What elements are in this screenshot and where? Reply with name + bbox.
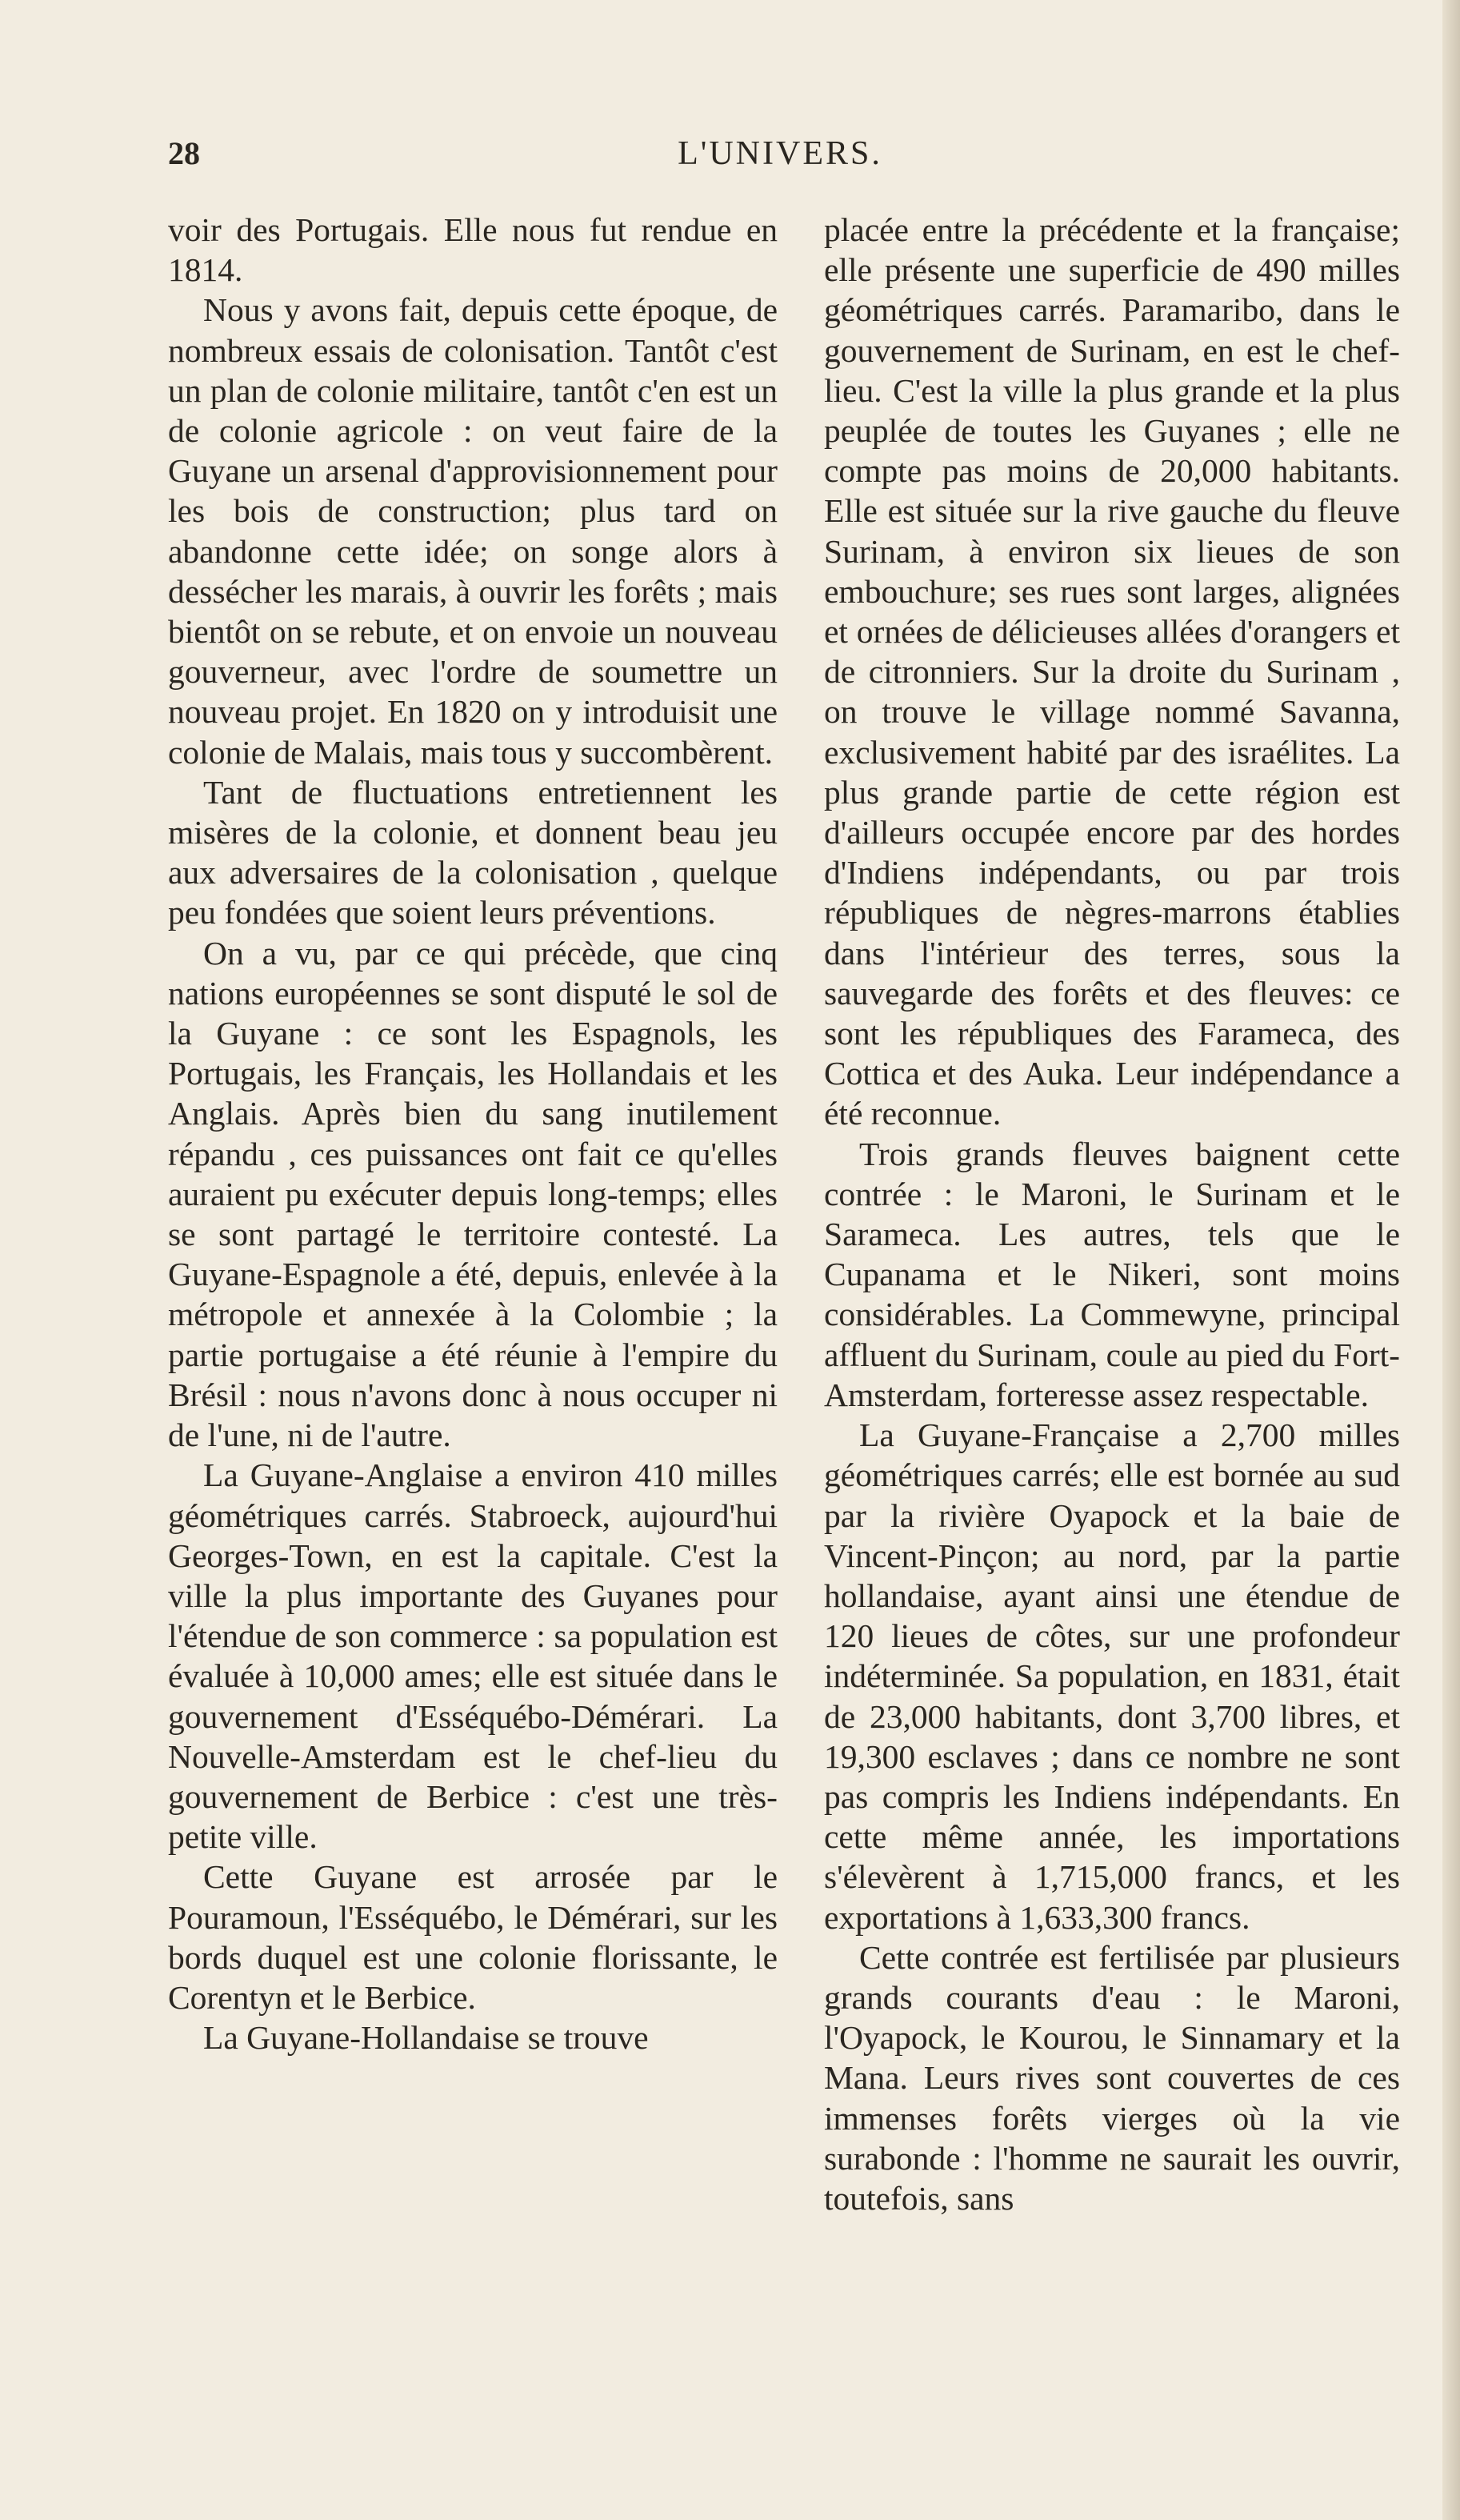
page-gutter-shadow (1442, 0, 1460, 2520)
paragraph: Cette Guyane est arrosée par le Pouramoun, l'Esséquébo, le Démérari, sur les bords duquel est une colonie florissante, le Corentyn et le Berbice. (168, 1858, 778, 2016)
paragraph: La Guyane-Anglaise a environ 410 milles géométriques carrés. Stabroeck, aujourd'hui Georges-Town, en est la capitale. C'est la ville la plus importante des Guyanes pour l'étendue de son commerce : sa population est évaluée à 10,000 ames; elle est située dans le gouvernement d'Esséquébo-Démérari. La Nouvelle-Amsterdam est le chef-lieu du gouvernement de Berbice : c'est une très-petite ville. (168, 1456, 778, 1856)
running-title: L'UNIVERS. (678, 135, 882, 172)
paragraph: Cette contrée est fertilisée par plusieurs grands courants d'eau : le Maroni, l'Oyapock, le Kourou, le Sinnamary et la Mana. Leurs rives sont couvertes de ces immenses forêts vierges où la vie surabonde : l'homme ne saurait les ouvrir, toutefois, sans (824, 1938, 1400, 2217)
page-header (168, 134, 1392, 190)
paragraph: La Guyane-Hollandaise se trouve (203, 2019, 649, 2057)
left-column (168, 210, 778, 2057)
paragraph: On a vu, par ce qui précède, que cinq nations européennes se sont disputé le sol de la Guyane : ce sont les Espagnols, les Portugais, les Français, les Hollandais et les Anglais. Après bien du sang inutilement répandu , ces puissances ont fait ce qu'elles auraient pu exécuter depuis long-temps; elles se sont partagé le territoire contesté. La Guyane-Espagnole a été, depuis, enlevée à la métropole et annexée à la Colombie ; la partie portugaise a été réunie à l'empire du Brésil : nous n'avons donc à nous occuper ni de l'une, ni de l'autre. (168, 934, 778, 1454)
paragraph: voir des Portugais. Elle nous fut rendue en 1814. (168, 211, 778, 289)
paragraph: Nous y avons fait, depuis cette époque, de nombreux essais de colonisation. Tantôt c'est un plan de colonie militaire, tantôt c'en est un de colonie agricole : on veut faire de la Guyane un arsenal d'approvisionnement pour les bois de construction; plus tard on abandonne cette idée; on songe alors à dessécher les marais, à ouvrir les forêts ; mais bientôt on se rebute, et on envoie un nouveau gouverneur, avec l'ordre de soumettre un nouveau projet. En 1820 on y introduisit une colonie de Malais, mais tous y succombèrent. (168, 291, 778, 771)
paragraph: La Guyane-Française a 2,700 milles géométriques carrés; elle est bornée au sud par la rivière Oyapock et la baie de Vincent-Pinçon; au nord, par la partie hollandaise, ayant ainsi une étendue de 120 lieues de côtes, sur une profondeur indéterminée. Sa population, en 1831, était de 23,000 habitants, dont 3,700 libres, et 19,300 esclaves ; dans ce nombre ne sont pas compris les Indiens indépendants. En cette même année, les importations s'élevèrent à 1,715,000 francs, et les exportations à 1,633,300 francs. (824, 1416, 1400, 1936)
paragraph: Tant de fluctuations entretiennent les misères de la colonie, et donnent beau jeu aux adversaires de la colonisation , quelque peu fondées que soient leurs préventions. (168, 773, 778, 931)
page-number: 28 (168, 135, 200, 171)
right-column (824, 210, 1400, 2218)
paragraph: placée entre la précédente et la française; elle présente une superficie de 490 milles géométriques carrés. Paramaribo, dans le gouvernement de Surinam, en est le chef-lieu. C'est la ville la plus grande et la plus peuplée de toutes les Guyanes ; elle ne compte pas moins de 20,000 habitants. Elle est située sur la rive gauche du fleuve Surinam, à environ six lieues de son embouchure; ses rues sont larges, alignées et ornées de délicieuses allées d'orangers et de citronniers. Sur la droite du Surinam , on trouve le village nommé Savanna, exclusivement habité par des israélites. La plus grande partie de cette région est d'ailleurs occupée encore par des hordes d'Indiens indépendants, ou par trois républiques de nègres-marrons établies dans l'intérieur des terres, sous la sauvegarde des forêts et des fleuves: ce sont les républiques des Farameca, des Cottica et des Auka. Leur indépendance a été reconnue. (824, 211, 1400, 1132)
paragraph: Trois grands fleuves baignent cette contrée : le Maroni, le Surinam et le Sarameca. Les autres, tels que le Cupanama et le Nikeri, sont moins considérables. La Commewyne, principal affluent du Surinam, coule au pied du Fort-Amsterdam, forteresse assez respectable. (824, 1135, 1400, 1413)
